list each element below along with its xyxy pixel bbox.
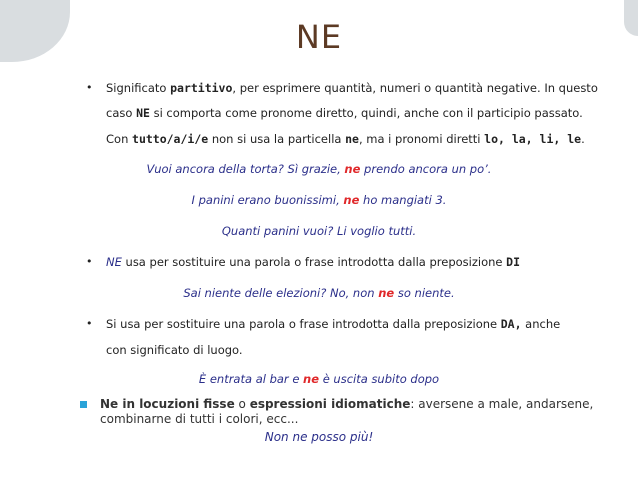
bullet-3-line-1 [106,316,560,332]
highlight-ne: ne [303,372,320,386]
text: caso [106,106,137,120]
text: , ma i pronomi diretti [358,132,485,146]
highlight-ne: ne [343,193,360,207]
bullet-1-line-2 [106,105,583,121]
text: so niente. [394,286,455,300]
bullet-4-line-2: combinarne di tutti i colori, ecc... [100,412,299,426]
text: Con [106,132,133,146]
text: : aversene a male, andarsene, [410,397,594,411]
bullet-3-marker: • [86,317,93,330]
keyword-da: DA, [500,317,522,331]
text: ho mangiati 3. [359,193,447,207]
bullet-2-line-1 [106,254,520,270]
keyword-ne: NE [136,106,150,120]
text: , per esprimere quantità, numeri o quantità negative. In questo [232,81,598,95]
highlight-ne: ne [378,286,395,300]
keyword-ne: NE [106,255,122,269]
text: non si usa la particella [208,132,346,146]
keyword-tutto: tutto/a/i/e [132,132,209,146]
keyword-ne: ne [345,132,359,146]
text: è uscita subito dopo [319,372,440,386]
bullet-3-line-2: con significato di luogo. [106,343,243,357]
keyword-pronomi: lo, la, li, le [484,132,582,146]
example-2 [0,192,638,208]
text: usa per sostituire una parola o frase introdotta dalla preposizione [121,255,507,269]
bullet-1-line-1 [106,80,598,96]
text: Vuoi ancora della torta? Sì grazie, [146,162,345,176]
text: È entrata al bar e [198,372,304,386]
text: Sai niente delle elezioni? No, non [183,286,379,300]
text: Significato [106,81,171,95]
bullet-1-marker: • [86,81,93,94]
bullet-4-line-1 [100,396,593,412]
example-3: Quanti panini vuoi? Li voglio tutti. [221,224,417,238]
bullet-1-line-3 [106,131,585,147]
keyword-espressioni: espressioni idiomatiche [249,397,411,411]
text: Si usa per sostituire una parola o frase introdotta dalla preposizione [106,317,501,331]
bullet-2-marker: • [86,255,93,268]
example-1 [0,161,638,177]
keyword-partitivo: partitivo [170,81,233,95]
text: prendo ancora un po’. [360,162,492,176]
keyword-di: DI [506,255,520,269]
keyword-locuzioni: Ne in locuzioni fisse [100,397,235,411]
example-4 [0,285,638,301]
text: . [581,132,585,146]
text: si comporta come pronome diretto, quindi, anche con il participio passato. [149,106,583,120]
text: I panini erano buonissimi, [191,193,344,207]
slide-title: NE [295,18,343,56]
example-5 [0,371,638,387]
example-6: Non ne posso più! [264,430,374,444]
text: anche [521,317,561,331]
text: o [234,397,250,411]
highlight-ne: ne [344,162,361,176]
square-bullet-icon [80,401,87,408]
